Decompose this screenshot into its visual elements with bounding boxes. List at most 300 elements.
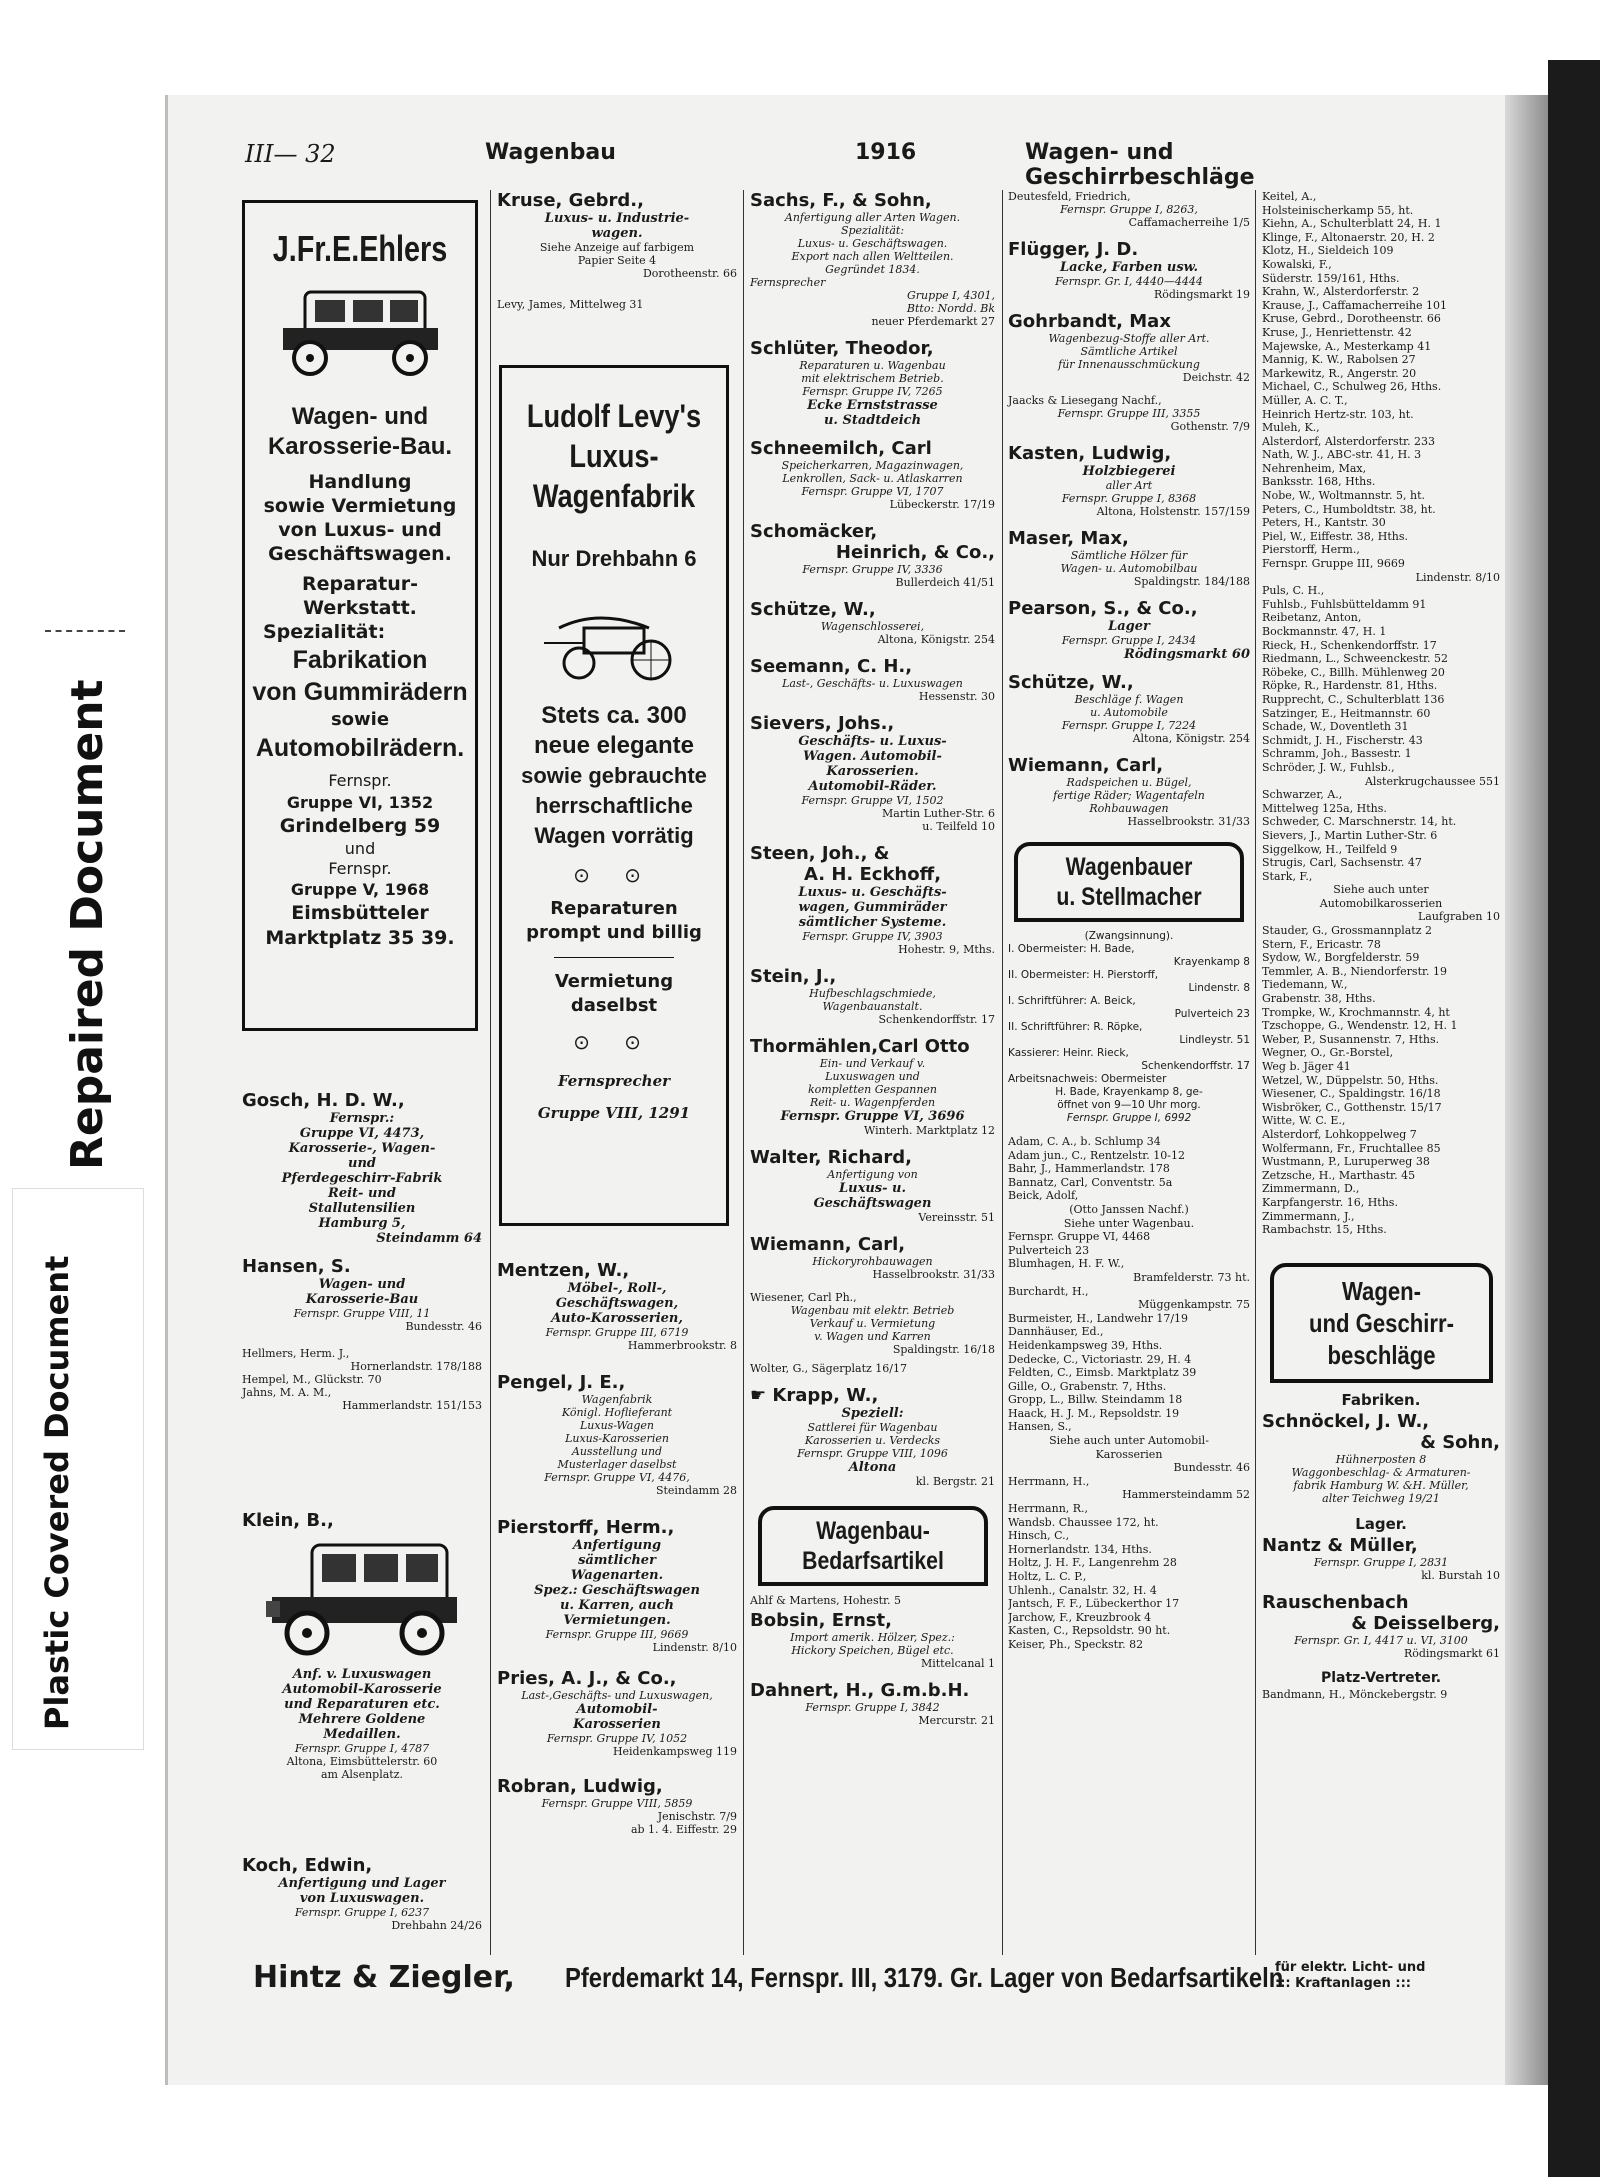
- list-line: Kruse, Gebrd., Dorotheenstr. 66: [1262, 312, 1441, 326]
- list-line: Dedecke, C., Victoriastr. 29, H. 4: [1008, 1352, 1192, 1366]
- listing-line: Spez.: Geschäftswagen: [534, 1583, 700, 1598]
- listing-line: Luxus-Karosserien: [565, 1432, 669, 1445]
- listing-line: Luxus- u. Industrie-: [544, 211, 690, 226]
- column-rule: [1255, 190, 1256, 1955]
- ehlers-advertisement: [242, 200, 478, 1031]
- list-line: Wisbröker, C., Gotthenstr. 15/17: [1262, 1100, 1442, 1114]
- listing-line: Mittelcanal 1: [920, 1657, 995, 1670]
- listing-name: Seemann, C. H.,: [750, 656, 913, 677]
- list-line: Satzinger, E., Heitmannstr. 60: [1262, 706, 1431, 720]
- subheading-lager: Lager.: [1355, 1514, 1407, 1533]
- listing-name: Sievers, Johs.,: [750, 713, 895, 734]
- list-line: Nath, W. J., ABC-str. 41, H. 3: [1262, 448, 1422, 462]
- listing-line: Luxuswagen und: [825, 1070, 920, 1083]
- listing-line: Altona: [848, 1460, 897, 1475]
- listing-line: Hornerlandstr. 178/188: [350, 1360, 482, 1373]
- innung-line: Schenkendorffstr. 17: [1141, 1060, 1250, 1072]
- list-line: Süderstr. 159/161, Hths.: [1262, 271, 1400, 285]
- listing-line: Spaldingstr. 16/18: [892, 1343, 995, 1356]
- list-line: Krahn, W., Alsterdorferstr. 2: [1262, 285, 1420, 299]
- listing-line: Fernspr. Gruppe IV, 1052: [546, 1732, 688, 1745]
- ehlers-line: Fabrikation: [292, 646, 428, 674]
- listing-line: Auto-Karosserien,: [551, 1311, 683, 1326]
- listing-name: Pierstorff, Herm.,: [497, 1517, 675, 1538]
- levy-line: Wagenfabrik: [532, 478, 696, 514]
- list-line: Dannhäuser, Ed.,: [1008, 1325, 1104, 1339]
- scan-border: [0, 0, 1600, 50]
- listing-name: Gohrbandt, Max: [1008, 311, 1171, 332]
- listing-line: Lübeckerstr. 17/19: [889, 498, 995, 511]
- levy-line: Reparaturen: [550, 898, 678, 919]
- list-line: Schweder, C. Marschnerstr. 14, ht.: [1262, 815, 1457, 829]
- listing-line: Wolter, G., Sägerplatz 16/17: [750, 1362, 907, 1375]
- list-line: Reibetanz, Anton,: [1262, 611, 1362, 625]
- pointing-hand-icon: ☛: [750, 1385, 773, 1406]
- innung-line: öffnet von 9—10 Uhr morg.: [1057, 1099, 1201, 1111]
- listing-line: Btto: Nordd. Bk: [906, 302, 995, 315]
- listing-wiemann-radspeichen: [1008, 755, 1250, 828]
- listing-line: Lacke, Farben usw.: [1059, 260, 1199, 275]
- banner-text: Pferdemarkt 14, Fernspr. III, 3179. Gr. Lager von Bedarfsartikeln: [565, 1962, 1284, 1993]
- heading-line: beschläge: [1326, 1339, 1436, 1370]
- listing-line: für Innenausschmückung: [1058, 358, 1200, 371]
- section-heading-beschlaege: [1270, 1263, 1493, 1383]
- list-line: Nehrenheim, Max,: [1262, 461, 1367, 475]
- listing-line: Königl. Hoflieferant: [561, 1406, 673, 1419]
- innung-line: Arbeitsnachweis: Obermeister: [1008, 1073, 1167, 1085]
- listing-line: Luxus- u. Geschäfts-: [798, 885, 947, 900]
- listing-line: Spaldingstr. 184/188: [1133, 575, 1250, 588]
- list-line: Trompke, W., Krochmannstr. 4, ht: [1262, 1005, 1450, 1019]
- listing-bobsin: [750, 1610, 995, 1670]
- ehlers-line: Grindelberg 59: [279, 815, 441, 837]
- list-line: Röpke, R., Hardenstr. 81, Hths.: [1262, 679, 1438, 693]
- list-line: Müggenkampstr. 75: [1138, 1298, 1250, 1312]
- listing-line: Karosserie-, Wagen-: [288, 1141, 436, 1156]
- listing-line: fabrik Hamburg W. &H. Müller,: [1293, 1478, 1469, 1492]
- subheading-platz-vertreter: Platz-Vertreter.: [1320, 1669, 1442, 1686]
- listing-line: Fernspr. Gruppe VIII, 1096: [797, 1447, 948, 1460]
- listing-name: Steen, Joh., &: [750, 843, 890, 864]
- header-topic: Wagen- und Geschirrbeschläge: [1025, 140, 1255, 190]
- list-line: Kiehn, A., Schulterblatt 24, H. 1: [1262, 217, 1442, 231]
- list-line: Tiedemann, W.,: [1262, 978, 1348, 992]
- list-line: Alsterkrugchaussee 551: [1364, 774, 1500, 788]
- levy-line: Gruppe VIII, 1291: [537, 1104, 691, 1122]
- listing-name: Thormählen,Carl Otto: [750, 1036, 970, 1057]
- levy-line: herrschaftliche: [535, 793, 693, 818]
- list-line: Wegner, O., Gr.-Borstel,: [1262, 1046, 1394, 1060]
- listing-name: Flügger, J. D.: [1008, 239, 1139, 260]
- listing-krapp: [750, 1385, 995, 1488]
- innung-line: Lindenstr. 8: [1188, 982, 1250, 994]
- listing-line: Rödingsmarkt 61: [1403, 1646, 1500, 1660]
- listing-line: Steindamm 28: [655, 1484, 737, 1497]
- listing-line: Dorotheenstr. 66: [642, 267, 737, 280]
- listing-name: Schneemilch, Carl: [750, 438, 932, 459]
- list-line: Haack, H. J. M., Repsoldstr. 19: [1008, 1406, 1180, 1420]
- listing-line: Karosserie-Bau: [305, 1292, 419, 1307]
- list-line: Hansen, S.,: [1008, 1420, 1072, 1434]
- listing-kruse: [497, 190, 737, 280]
- listing-jaacks: [1008, 394, 1250, 433]
- list-line: Muleh, K.,: [1262, 421, 1320, 435]
- listing-line: Fernspr. Gruppe VI, 1502: [801, 794, 944, 807]
- listing-gohrbandt: [1008, 311, 1250, 384]
- listing-name: Mentzen, W.,: [497, 1260, 630, 1281]
- list-line: Banksstr. 168, Hths.: [1262, 475, 1376, 489]
- listing-line: Martin Luther-Str. 6: [882, 807, 995, 820]
- list-line: Majewske, A., Mesterkamp 41: [1262, 339, 1432, 353]
- listing-line: Steindamm 64: [376, 1231, 482, 1246]
- listing-line: Wagen. Automobil-: [803, 749, 942, 764]
- list-line: Fernspr. Gruppe VI, 4468: [1008, 1230, 1151, 1244]
- ehlers-line: Werkstatt.: [303, 597, 417, 619]
- listing-line: Radspeichen u. Bügel,: [1066, 776, 1192, 789]
- listing-line: Deutesfeld, Friedrich,: [1008, 190, 1131, 203]
- ehlers-line: Marktplatz 35 39.: [265, 927, 455, 949]
- listing-pries: [497, 1668, 737, 1758]
- listing-line: fertige Räder; Wagentafeln: [1053, 789, 1205, 802]
- ehlers-line: Geschäftswagen.: [268, 543, 452, 565]
- listing-name: Wiemann, Carl,: [1008, 755, 1164, 776]
- listing-name: Sachs, F., & Sohn,: [750, 190, 932, 211]
- listing-name: Robran, Ludwig,: [497, 1776, 663, 1797]
- heading-line: Wagen-: [1341, 1275, 1421, 1306]
- list-line: Bramfelderstr. 73 ht.: [1133, 1270, 1250, 1284]
- list-line: Blumhagen, H. F. W.,: [1008, 1257, 1125, 1271]
- levy-line: Fernsprecher: [557, 1072, 671, 1090]
- column-4: [1008, 190, 1250, 1955]
- listing-name: Nantz & Müller,: [1262, 1534, 1418, 1556]
- listing-robran: [497, 1776, 737, 1836]
- list-line: Siehe auch unter Automobil-: [1049, 1434, 1209, 1448]
- listing-pierstorff: [497, 1517, 737, 1654]
- listing-seemann: [750, 656, 995, 703]
- listing-name: Kruse, Gebrd.,: [497, 190, 644, 211]
- listing-name: Rauschenbach: [1262, 1591, 1409, 1613]
- listing-name: Pries, A. J., & Co.,: [497, 1668, 677, 1689]
- innung-line: H. Bade, Krayenkamp 8, ge-: [1055, 1086, 1203, 1098]
- list-line: Karosserien: [1095, 1447, 1163, 1461]
- ehlers-line: Eimsbütteler: [291, 902, 429, 924]
- column-5: [1262, 190, 1500, 1955]
- listing-line: Hellmers, Herm. J.,: [242, 1347, 350, 1360]
- listing-line: mit elektrischem Betrieb.: [801, 372, 944, 385]
- ehlers-line: Fernspr.: [328, 859, 392, 878]
- listing-gosch: [242, 1090, 482, 1246]
- ehlers-line: Automobilrädern.: [255, 734, 465, 762]
- listing-line: Fernspr. Gruppe I, 8368: [1061, 492, 1197, 505]
- listing-line: Pferdegeschirr-Fabrik: [281, 1171, 443, 1186]
- ehlers-line: Wagen- und: [291, 403, 429, 430]
- listing-sievers: [750, 713, 995, 833]
- listing-line: Waggonbeschlag- & Armaturen-: [1291, 1465, 1471, 1479]
- innung-line: I. Schriftführer: A. Beick,: [1008, 995, 1136, 1007]
- listing-fluegger: [1008, 239, 1250, 301]
- listing-line: Verkauf u. Vermietung: [809, 1317, 936, 1330]
- list-line: Markewitz, R., Angerstr. 20: [1262, 366, 1417, 380]
- listing-line: von Luxuswagen.: [299, 1891, 425, 1906]
- ehlers-line: Handlung: [308, 471, 412, 493]
- listing-line: Anfertigung: [572, 1538, 662, 1553]
- listing-steen: [750, 843, 995, 956]
- list-line: Schröder, J. W., Fuhlsb.,: [1262, 760, 1395, 774]
- listing-schuetze-beschlaege: [1008, 672, 1250, 745]
- list-line: Weber, P., Susannenstr. 7, Hths.: [1262, 1032, 1440, 1046]
- listing-line: alter Teichweg 19/21: [1322, 1491, 1440, 1505]
- listing-line: Anfertigung von: [827, 1168, 918, 1181]
- listing-line: Fernsprecher: [750, 276, 826, 289]
- levy-line: Nur Drehbahn 6: [531, 546, 697, 571]
- listing-name: Pearson, S., & Co.,: [1008, 598, 1198, 619]
- listing-line: Fernspr. Gruppe I, 8263,: [1060, 203, 1198, 216]
- list-line: Tzschoppe, G., Wendenstr. 12, H. 1: [1262, 1019, 1458, 1033]
- list-line: Röbeke, C., Billh. Mühlenweg 20: [1262, 665, 1445, 679]
- listing-name: Dahnert, H., G.m.b.H.: [750, 1680, 970, 1701]
- list-line: Fuhlsb., Fuhlsbütteldamm 91: [1262, 597, 1427, 611]
- listing-line: Altona, Holstenstr. 157/159: [1096, 505, 1250, 518]
- list-line: Piel, W., Eiffestr. 38, Hths.: [1262, 529, 1409, 543]
- listing-line: Fernspr. Gruppe I, 7224: [1061, 719, 1197, 732]
- listing-line: Hohestr. 9, Mths.: [898, 943, 995, 956]
- list-line: Karpfangerstr. 16, Hths.: [1262, 1195, 1398, 1209]
- list-line: Rieck, H., Schenkendorffstr. 17: [1262, 638, 1437, 652]
- list-line: Gropp, L., Billw. Steindamm 18: [1008, 1393, 1183, 1407]
- listing-levy: Levy, James, Mittelweg 31: [497, 298, 644, 311]
- levy-line: Vermietung: [554, 971, 674, 992]
- listing-name: Schlüter, Theodor,: [750, 338, 934, 359]
- listing-line: Import amerik. Hölzer, Spez.:: [790, 1631, 955, 1644]
- listing-line: sämtlicher: [578, 1553, 656, 1568]
- listing-line: Heidenkampsweg 119: [612, 1745, 737, 1758]
- listing-line: Fernspr. Gr. I, 4417 u. VI, 3100: [1294, 1633, 1468, 1647]
- listing-line: Automobil-: [576, 1702, 658, 1717]
- listing-stein: [750, 966, 995, 1026]
- list-line: Holtz, L. C. P.,: [1008, 1570, 1087, 1583]
- listing-line: Wagenbau mit elektr. Betrieb: [790, 1304, 955, 1317]
- banner-note-line: für elektr. Licht- und: [1275, 1960, 1426, 1975]
- listing-mentzen: [497, 1260, 737, 1352]
- ehlers-line: und: [344, 839, 376, 858]
- listing-line: sämtlicher Systeme.: [798, 915, 947, 930]
- listing-line: kl. Bergstr. 21: [915, 1475, 995, 1488]
- listing-line: Fernspr. Gruppe I, 3842: [805, 1701, 940, 1714]
- listing-line: Automobil-Karosserie: [282, 1682, 442, 1697]
- listing-rauschenbach: [1262, 1592, 1500, 1660]
- listing-line: kompletten Gespannen: [807, 1083, 938, 1096]
- listing-line: Stallutensilien: [308, 1201, 416, 1216]
- listing-name: Schütze, W.,: [750, 599, 876, 620]
- header-section: Wagenbau: [485, 140, 616, 165]
- listing-line: Altona, Königstr. 254: [877, 633, 995, 646]
- listing-line: Hamburg 5,: [318, 1216, 406, 1231]
- listing-line: Gruppe I, 4301,: [906, 289, 995, 302]
- ehlers-line: Gruppe V, 1968: [290, 880, 430, 899]
- levy-line: prompt und billig: [526, 922, 702, 943]
- banner-note: [1275, 1960, 1425, 1992]
- page-header: [245, 140, 1365, 190]
- heading-line: und Geschirr-: [1308, 1307, 1454, 1338]
- listing-wiesener: [750, 1291, 995, 1375]
- listing-line: Ecke Ernststrasse: [807, 398, 938, 413]
- listing-plain-group: [242, 1347, 482, 1412]
- listing-line: Gothenstr. 7/9: [1170, 420, 1250, 433]
- list-line: Alsterdorf, Lohkoppelweg 7: [1262, 1127, 1417, 1141]
- listing-line: Deichstr. 42: [1182, 371, 1250, 384]
- list-line: Michael, C., Schulweg 26, Hths.: [1262, 380, 1442, 394]
- listing-line: Anfertigung und Lager: [278, 1876, 446, 1891]
- list-line: Grabenstr. 38, Hths.: [1262, 992, 1376, 1006]
- listing-koch: [242, 1855, 482, 1932]
- levy-line: Wagen vorrätig: [534, 823, 694, 848]
- ehlers-line: Karosserie-Bau.: [267, 433, 453, 460]
- banner-company: Hintz & Ziegler,: [253, 1960, 515, 1995]
- list-line: Adam jun., C., Rentzelstr. 10-12: [1008, 1148, 1185, 1162]
- list-line: Kruse, J., Henriettenstr. 42: [1262, 325, 1412, 339]
- list-line: Wolfermann, Fr., Fruchtallee 85: [1262, 1141, 1441, 1155]
- listing-line: Hufbeschlagschmiede,: [809, 987, 936, 1000]
- listing-line: v. Wagen und Karren: [814, 1330, 931, 1343]
- column-3: [750, 190, 995, 1955]
- listing-line: Winterh. Marktplatz 12: [864, 1124, 995, 1137]
- bottom-banner: [245, 1960, 1505, 2000]
- listing-line: Caffamacherreihe 1/5: [1128, 216, 1250, 229]
- listing-line: aller Art: [1105, 479, 1153, 492]
- listing-line: Drehbahn 24/26: [391, 1919, 482, 1932]
- column-1: [242, 190, 482, 1955]
- listing-line: Schenkendorffstr. 17: [878, 1013, 995, 1026]
- list-line: Rambachstr. 15, Hths.: [1262, 1223, 1387, 1237]
- list-line: Klinge, F., Altonaerstr. 20, H. 2: [1262, 230, 1435, 244]
- listing-line: u. Stadtdeich: [823, 413, 922, 428]
- list-line: Sydow, W., Borgfelderstr. 59: [1262, 951, 1420, 965]
- ehlers-line: Spezialität:: [263, 621, 386, 643]
- list-line: Peters, C., Humboldtstr. 38, ht.: [1262, 502, 1436, 516]
- listing-sachs: [750, 190, 995, 328]
- listing-line: Luxus- u. Geschäftswagen.: [797, 237, 948, 250]
- levy-circles: ⊙ ⊙: [573, 1030, 655, 1054]
- heading-line: Wagenbau-: [815, 1517, 930, 1545]
- car-illustration: [275, 280, 445, 380]
- listing-line: Jahns, M. A. M.,: [242, 1386, 332, 1399]
- listing-line: Siehe Anzeige auf farbigem: [539, 241, 695, 254]
- listing-line: Karosserien u. Verdecks: [804, 1434, 941, 1447]
- levy-line: daselbst: [570, 995, 658, 1016]
- listing-deutsfeld: [1008, 190, 1250, 229]
- listing-line: Gegründet 1834.: [825, 263, 920, 276]
- listing-line: Wagenfabrik: [581, 1393, 653, 1406]
- listing-line: Reit- und: [328, 1186, 396, 1201]
- list-line: Pulverteich 23: [1008, 1243, 1090, 1257]
- listing-line: Altona, Eimsbüttelerstr. 60: [286, 1755, 438, 1768]
- list-line: Beick, Adolf,: [1008, 1189, 1079, 1203]
- listing-line: Luxus-Wagen: [580, 1419, 654, 1432]
- listing-line: Mercurstr. 21: [918, 1714, 995, 1727]
- listing-line: Speicherkarren, Magazinwagen,: [781, 459, 964, 472]
- list-line: Herrmann, H.,: [1008, 1474, 1090, 1488]
- list-line: Weg b. Jäger 41: [1262, 1060, 1351, 1073]
- listing-line: Lindenstr. 8/10: [652, 1641, 737, 1654]
- list-line: Burchardt, H.,: [1008, 1284, 1089, 1298]
- listing-line: Karosserien: [573, 1717, 661, 1732]
- listing-line: Anfertigung aller Arten Wagen.: [784, 211, 961, 224]
- listing-maser: [1008, 528, 1250, 588]
- list-line: Siggelkow, H., Teilfeld 9: [1262, 842, 1398, 856]
- listing-line: neuer Pferdemarkt 27: [871, 315, 995, 328]
- listing-line: und Reparaturen etc.: [284, 1697, 440, 1712]
- listing-name: Klein, B.,: [242, 1510, 334, 1531]
- list-line: Kasten, C., Repsoldstr. 90 ht.: [1008, 1624, 1171, 1638]
- listing-line: Sämtliche Artikel: [1080, 345, 1178, 358]
- listing-line: Wagenbezug-Stoffe aller Art.: [1048, 332, 1210, 345]
- ehlers-line: Reparatur-: [302, 573, 418, 595]
- listing-line: Bullerdeich 41/51: [895, 576, 995, 589]
- listing-ahlf: Ahlf & Martens, Hohestr. 5: [750, 1594, 902, 1607]
- list-line: Siehe auch unter: [1333, 883, 1429, 897]
- innung-line: Krayenkamp 8: [1173, 956, 1250, 968]
- list-line: Mannig, K. W., Rabolsen 27: [1262, 353, 1416, 367]
- listing-line: Fernspr. Gruppe IV, 3903: [802, 930, 943, 943]
- levy-divider: [554, 957, 674, 958]
- heading-line: u. Stellmacher: [1056, 883, 1202, 911]
- listing-name: Pengel, J. E.,: [497, 1372, 626, 1393]
- listing-name: Gosch, H. D. W.,: [242, 1090, 405, 1111]
- listing-name: Schütze, W.,: [1008, 672, 1134, 693]
- list-line: Peters, H., Kantstr. 30: [1262, 516, 1386, 530]
- list-line: Rupprecht, C., Schulterblatt 136: [1262, 692, 1445, 706]
- list-line: Temmler, A. B., Niendorferstr. 19: [1262, 964, 1448, 978]
- list-line: Holtz, J. H. F., Langenrehm 28: [1008, 1556, 1177, 1570]
- listing-line: Reit- u. Wagenpferden: [809, 1096, 936, 1109]
- listing-line: Musterlager daselbst: [557, 1458, 677, 1471]
- listing-kasten: [1008, 443, 1250, 518]
- list-line: Feldten, C., Eimsb. Marktplatz 39: [1008, 1366, 1197, 1380]
- list-line: Heidenkampsweg 39, Hths.: [1008, 1338, 1163, 1352]
- listing-line: Hickoryrohbauwagen: [812, 1255, 933, 1268]
- listing-line: Wiesener, Carl Ph.,: [750, 1291, 857, 1304]
- side-label-frame: [12, 1188, 144, 1750]
- listing-name: Stein, J.,: [750, 966, 837, 987]
- innung-line: Fernspr. Gruppe I, 6992: [1066, 1112, 1192, 1124]
- listing-line: Fernspr. Gruppe III, 9669: [545, 1628, 689, 1641]
- listing-name: & Deisselberg,: [1351, 1612, 1500, 1634]
- column-rule: [1002, 190, 1003, 1955]
- section-heading-bedarfsartikel: [758, 1506, 988, 1586]
- listing-name: A. H. Eckhoff,: [803, 864, 942, 885]
- listing-line: Lager: [1108, 619, 1150, 634]
- page-edge-dark: [1548, 60, 1600, 2177]
- list-line: Jarchow, F., Kreuzbrook 4: [1008, 1610, 1152, 1624]
- listing-name: Hansen, S.: [242, 1256, 351, 1277]
- levy-line: Ludolf Levy's: [526, 398, 702, 434]
- listing-line: Fernspr. Gruppe VI, 4476,: [544, 1471, 690, 1484]
- listing-line: ab 1. 4. Eiffestr. 29: [630, 1823, 737, 1836]
- listing-name: Wiemann, Carl,: [750, 1234, 906, 1255]
- listing-thormaehlen: [750, 1036, 995, 1137]
- list-line: Holsteinischerkamp 55, ht.: [1262, 203, 1414, 217]
- ehlers-line: Fernspr.: [328, 771, 392, 790]
- car-illustration: [262, 1539, 462, 1659]
- section-heading-stellmacher: [1014, 842, 1244, 922]
- listing-line: u. Karren, auch: [560, 1598, 674, 1613]
- listing-line: Rohbauwagen: [1089, 802, 1169, 815]
- list-line: Siehe unter Wagenbau.: [1063, 1216, 1195, 1230]
- label-plastic-covered: Plastic Covered Document: [38, 1255, 76, 1730]
- listing-line: Mehrere Goldene: [298, 1712, 426, 1727]
- listing-line: Lenkrollen, Sack- u. Atlaskarren: [782, 472, 963, 485]
- listing-name: [750, 1385, 995, 1406]
